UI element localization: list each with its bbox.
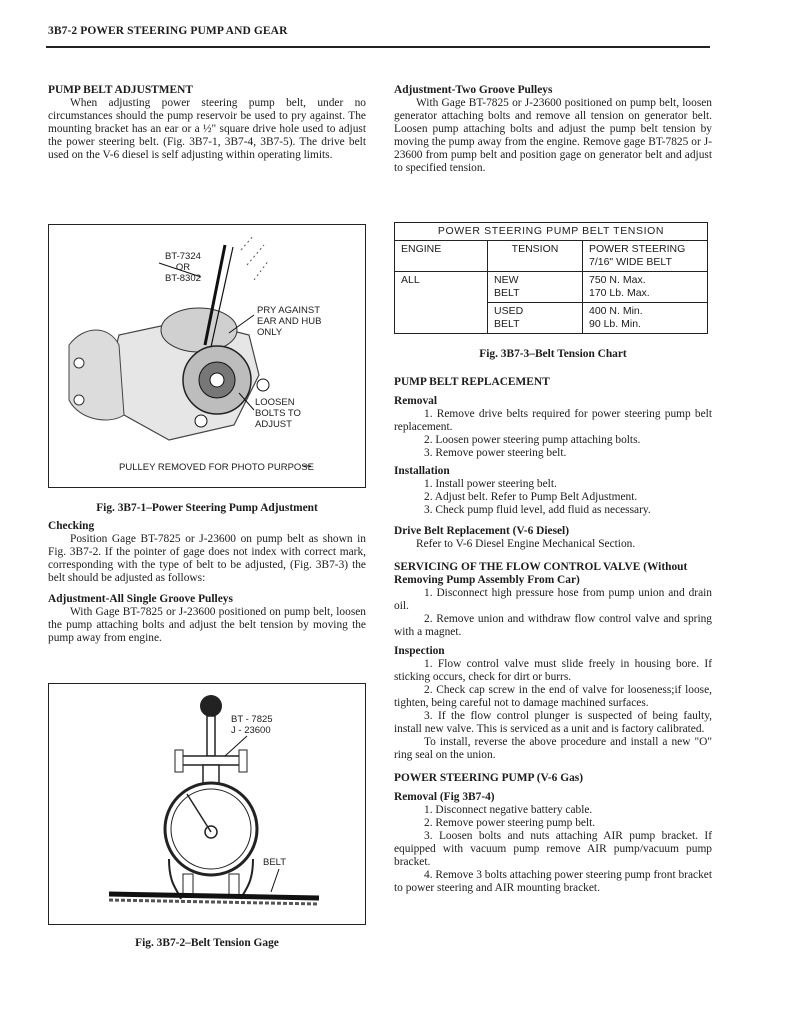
pump-gas-removal-heading: Removal (Fig 3B7-4) — [394, 791, 495, 803]
right-column — [394, 84, 712, 895]
removal-heading: Removal — [394, 395, 438, 407]
new-belt-spec — [583, 272, 708, 303]
pump-gas-step-3: 3. Loosen bolts and nuts attaching AIR pump bracket. If equipped with vacuum pump remove AIR pump/vacuum pump bracket. — [394, 830, 712, 868]
loosen-note-line1: LOOSEN — [255, 397, 295, 408]
flow-valve-step-1: 1. Disconnect high pressure hose from pump union and drain oil. — [394, 587, 712, 612]
inspection-install-note: To install, reverse the above procedure and install a new "O" ring seal on the union. — [394, 736, 712, 761]
removal-step-1: 1. Remove drive belts required for power steering pump belt replacement. — [394, 408, 712, 433]
used-belt-line1: USED — [494, 305, 524, 317]
new-belt-cell — [488, 272, 583, 303]
inspection-step-3: 3. If the flow control plunger is suspected of being faulty, install new valve. This is serviced as a unit and is factory calibrated. — [394, 710, 712, 735]
col-spec-line1: POWER STEERING — [589, 243, 686, 255]
pulley-removed-note: PULLEY REMOVED FOR PHOTO PURPOSE — [119, 462, 314, 473]
new-spec-line2: 170 Lb. Max. — [589, 287, 650, 299]
checking-body: Position Gage BT-7825 or J-23600 on pump belt as shown in Fig. 3B7-2. If the pointer of gage does not index with correct mark, corresponding with the type of belt to be adjusted, (Fig. 3B7-3) the belt should be adjusted as follows: — [48, 533, 366, 584]
col-engine: ENGINE — [395, 241, 488, 272]
pump-gas-step-2: 2. Remove power steering pump belt. — [424, 817, 596, 829]
new-spec-line1: 750 N. Max. — [589, 274, 646, 286]
gage-tool-label-line1: BT - 7825 — [231, 714, 273, 725]
pry-note-line3: ONLY — [257, 327, 283, 338]
used-spec-line1: 400 N. Min. — [589, 305, 643, 317]
used-belt-cell — [488, 303, 583, 334]
col-tension: TENSION — [488, 241, 583, 272]
checking-heading: Checking — [48, 520, 95, 532]
belt-replacement-heading: PUMP BELT REPLACEMENT — [394, 376, 550, 388]
belt-gage-illustration — [49, 684, 363, 924]
inspection-steps — [394, 658, 712, 762]
pump-gas-heading: POWER STEERING PUMP (V-6 Gas) — [394, 772, 584, 784]
install-step-1: 1. Install power steering belt. — [424, 478, 557, 490]
pump-gas-steps — [394, 804, 712, 895]
pump-belt-adjustment-heading: PUMP BELT ADJUSTMENT — [48, 84, 193, 96]
flow-valve-step-2: 2. Remove union and withdraw flow control valve and spring with a magnet. — [394, 613, 712, 638]
single-groove-body: With Gage BT-7825 or J-23600 positioned on pump belt, loosen the pump attaching bolts and adjust the belt tension by moving the pump away from engine. — [48, 606, 366, 644]
engine-cell: ALL — [395, 272, 488, 334]
installation-heading: Installation — [394, 465, 450, 477]
single-groove-heading: Adjustment-All Single Groove Pulleys — [48, 593, 233, 605]
col-spec — [583, 241, 708, 272]
diesel-body: Refer to V-6 Diesel Engine Mechanical Section. — [416, 538, 636, 550]
install-step-2: 2. Adjust belt. Refer to Pump Belt Adjustment. — [424, 491, 638, 503]
pry-note — [257, 305, 321, 338]
inspection-step-1: 1. Flow control valve must slide freely in housing bore. If sticking occurs, check for dirt or burrs. — [394, 658, 712, 683]
figure-2-caption: Fig. 3B7-2–Belt Tension Gage — [135, 937, 279, 949]
figure-1-caption: Fig. 3B7-1–Power Steering Pump Adjustment — [96, 502, 318, 514]
tool-label-line2: OR — [175, 262, 191, 273]
two-groove-body: With Gage BT-7825 or J-23600 positioned on pump belt, loosen generator attaching bolts and remove all tension on generator belt. Loosen pump attaching bolts and adjust the pump belt tension by moving the pump away from the engine. Remove gage BT-7825 or J-23600 from pump belt and position gage on generator belt and adjust to specified tension. — [394, 97, 712, 174]
pump-adjustment-illustration — [49, 225, 363, 487]
new-belt-line2: BELT — [494, 287, 520, 299]
inspection-step-2: 2. Check cap screw in the end of valve for looseness;if loose, tighten, being careful not to damage machined surfaces. — [394, 684, 712, 709]
removal-steps — [394, 408, 712, 460]
tool-label-line1: BT-7324 — [165, 251, 201, 262]
pump-gas-step-4: 4. Remove 3 bolts attaching power steering pump front bracket to power steering and AIR mounting bracket. — [394, 869, 712, 894]
tool-label — [165, 251, 201, 284]
removal-step-2: 2. Loosen power steering pump attaching bolts. — [424, 434, 641, 446]
header-rule — [46, 46, 710, 48]
belt-label: BELT — [263, 857, 287, 868]
used-belt-line2: BELT — [494, 318, 520, 330]
diesel-heading: Drive Belt Replacement (V-6 Diesel) — [394, 525, 570, 537]
flow-valve-heading — [394, 561, 712, 587]
belt-tension-table — [394, 222, 708, 334]
figure-3-caption: Fig. 3B7-3–Belt Tension Chart — [479, 348, 627, 360]
used-spec-line2: 90 Lb. Min. — [589, 318, 641, 330]
tool-label-line3: BT-8302 — [165, 273, 201, 284]
figure-pump-adjustment — [48, 224, 366, 488]
flow-valve-heading-line2: Removing Pump Assembly From Car) — [394, 574, 580, 586]
two-groove-heading: Adjustment-Two Groove Pulleys — [394, 84, 553, 96]
table-title: POWER STEERING PUMP BELT TENSION — [395, 223, 708, 241]
loosen-note-line2: BOLTS TO — [255, 408, 301, 419]
flow-valve-steps — [394, 587, 712, 639]
removal-step-3: 3. Remove power steering belt. — [424, 447, 567, 459]
figure-belt-tension-gage — [48, 683, 366, 925]
used-belt-spec — [583, 303, 708, 334]
loosen-note — [255, 397, 301, 430]
pry-note-line2: EAR AND HUB — [257, 316, 322, 327]
left-column — [48, 84, 366, 950]
page-header: 3B7-2 POWER STEERING PUMP AND GEAR — [48, 25, 288, 37]
loosen-note-line3: ADJUST — [255, 419, 292, 430]
inspection-heading: Inspection — [394, 645, 445, 657]
new-belt-line1: NEW — [494, 274, 519, 286]
col-spec-line2: 7/16" WIDE BELT — [589, 256, 672, 268]
gage-tool-label — [231, 714, 273, 736]
flow-valve-heading-line1: SERVICING OF THE FLOW CONTROL VALVE (Without — [394, 561, 688, 573]
pump-gas-step-1: 1. Disconnect negative battery cable. — [424, 804, 593, 816]
gage-tool-label-line2: J - 23600 — [231, 725, 271, 736]
installation-steps — [394, 478, 712, 517]
pry-note-line1: PRY AGAINST — [257, 305, 321, 316]
install-step-3: 3. Check pump fluid level, add fluid as necessary. — [424, 504, 651, 516]
pump-belt-adjustment-body: When adjusting power steering pump belt, under no circumstances should the pump reservoir be used to pry against. The mounting bracket has an ear or a ½" square drive hole used to adjust the power steering belt. (Fig. 3B7-1, 3B7-4, 3B7-5). The drive belt used on the V-6 diesel is self adjusting within operating limits. — [48, 97, 366, 161]
